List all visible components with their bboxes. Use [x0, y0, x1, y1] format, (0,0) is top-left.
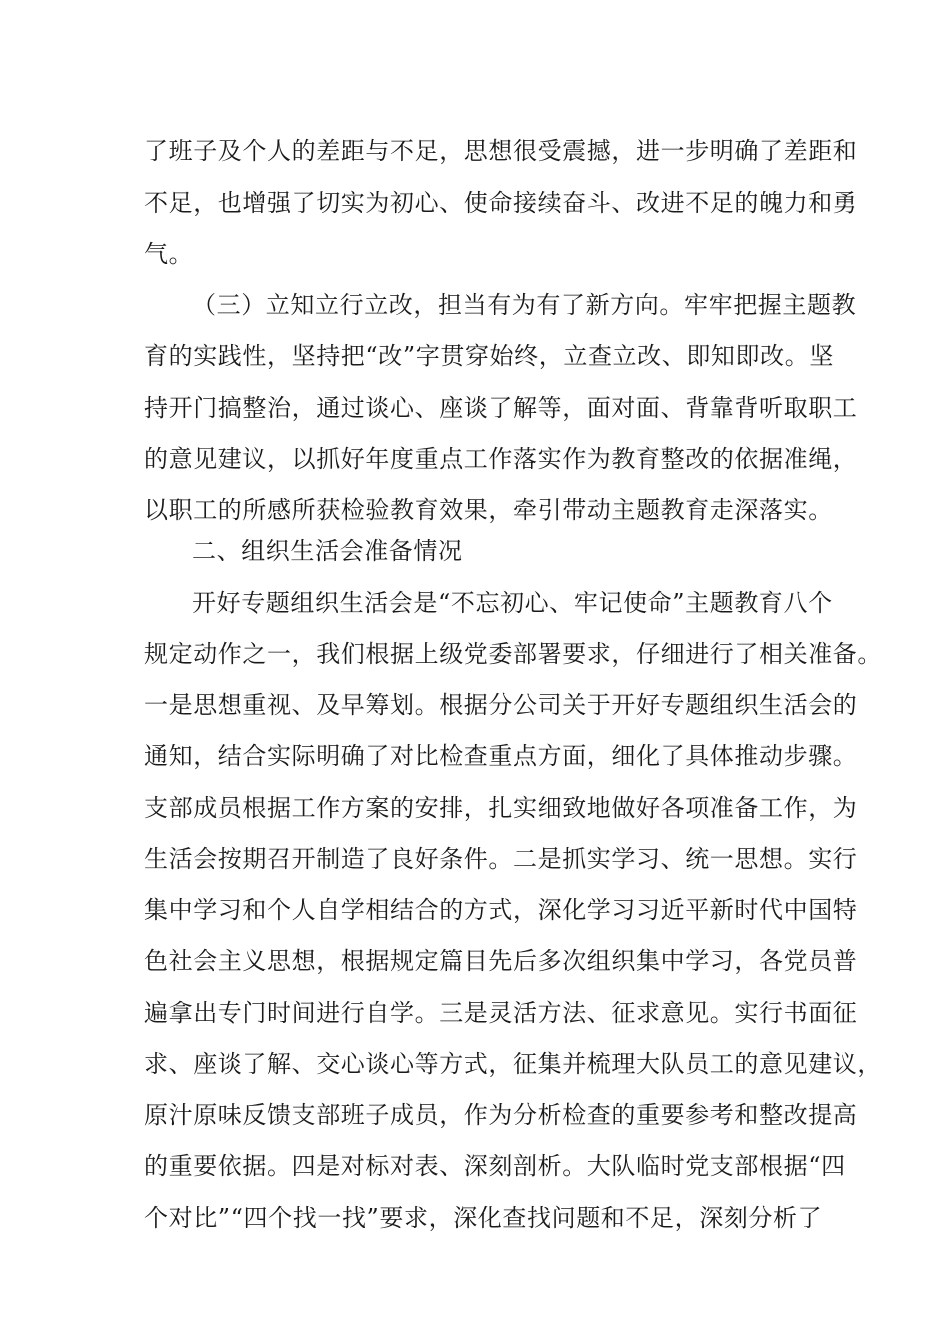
- text-line: 的重要依据。四是对标对表、深刻剖析。大队临时党支部根据“四: [144, 1152, 846, 1180]
- text-line: 不足，也增强了切实为初心、使命接续奋斗、改进不足的魄力和勇: [144, 189, 858, 217]
- text-line: 育的实践性，坚持把“改”字贯穿始终，立查立改、即知即改。坚: [144, 342, 834, 370]
- text-line: 以职工的所感所获检验教育效果，牵引带动主题教育走深落实。: [144, 496, 833, 524]
- text-line: 持开门搞整治，通过谈心、座谈了解等，面对面、背靠背听取职工: [144, 394, 858, 422]
- section-heading-two: 二、组织生活会准备情况: [192, 537, 463, 565]
- text-line: 色社会主义思想，根据规定篇目先后多次组织集中学习，各党员普: [144, 947, 858, 975]
- section-heading-three: （三）立知立行立改，担当有为有了新方向。牢牢把握主题教: [192, 291, 857, 319]
- text-line: 原汁原味反馈支部班子成员，作为分析检查的重要参考和整改提高: [144, 1101, 858, 1129]
- text-line: 集中学习和个人自学相结合的方式，深化学习习近平新时代中国特: [144, 896, 858, 924]
- text-line: 的意见建议，以抓好年度重点工作落实作为教育整改的依据准绳，: [144, 445, 858, 473]
- text-line: 规定动作之一，我们根据上级党委部署要求，仔细进行了相关准备。: [144, 640, 882, 668]
- text-line: 一是思想重视、及早筹划。根据分公司关于开好专题组织生活会的: [144, 691, 858, 719]
- text-line: 生活会按期召开制造了良好条件。二是抓实学习、统一思想。实行: [144, 845, 858, 873]
- paragraph-start: 开好专题组织生活会是“不忘初心、牢记使命”主题教育八个: [192, 589, 833, 617]
- text-line: 求、座谈了解、交心谈心等方式，征集并梳理大队员工的意见建议，: [144, 1050, 882, 1078]
- text-line: 遍拿出专门时间进行自学。三是灵活方法、征求意见。实行书面征: [144, 999, 858, 1027]
- text-line: 通知，结合实际明确了对比检查重点方面，细化了具体推动步骤。: [144, 742, 858, 770]
- text-line: 支部成员根据工作方案的安排，扎实细致地做好各项准备工作，为: [144, 794, 858, 822]
- text-line: 气。: [144, 240, 194, 268]
- text-line: 个对比”“四个找一找”要求，深化查找问题和不足，深刻分析了: [144, 1204, 823, 1232]
- text-line: 了班子及个人的差距与不足，思想很受震撼，进一步明确了差距和: [144, 137, 858, 165]
